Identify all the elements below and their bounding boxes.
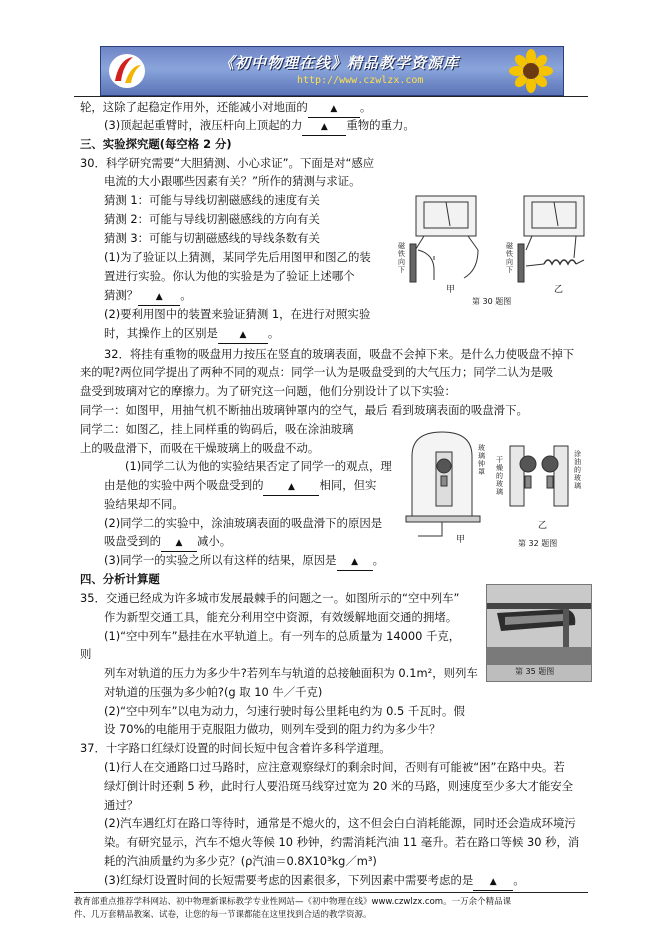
q30-p1-line1: (1)为了验证以上猜测，某同学先后用图甲和图乙的装 xyxy=(104,250,371,264)
fig30-yi-label: 乙 xyxy=(554,285,564,295)
q32-line7: (1)同学二认为他的实验结果否定了同学一的观点，理 xyxy=(125,459,392,473)
q32-line10: (2)同学二的实验中，涂油玻璃表面的吸盘滑下的原因是 xyxy=(104,516,383,530)
q37-line3: 绿灯倒计时还剩 5 秒，此时行人要沿斑马线穿过宽为 20 米的马路，则速度至少多大才能安全 xyxy=(104,779,574,793)
q32-line3: 盘受到玻璃对它的摩擦力。为了研究这一问题，他们分别设计了以下实验： xyxy=(80,384,456,398)
guess-3: 猜测 3：可能与切割磁感线的导线条数有关 xyxy=(104,231,320,245)
q32-line11: 吸盘受到的 ▲ 减小。 xyxy=(104,533,231,552)
figure-35-photo xyxy=(487,585,591,665)
footer xyxy=(74,896,594,922)
figure-35 xyxy=(486,584,592,682)
q32-line6: 上的吸盘滑下，而吸在干燥玻璃上的吸盘不动。 xyxy=(80,441,320,455)
fig30-caption: 第 30 题图 xyxy=(472,297,512,306)
q29-line1: 轮，这除了起稳定作用外，还能减小对地面的 ▲ 。 xyxy=(80,99,371,118)
footer-line2: 件、几万套精品教案、试卷，让您的每一节课都能在这里找到合适的教学资源。 xyxy=(74,910,372,920)
q32-line8: 由是他的实验中两个吸盘受到的 ▲ 相同，但实 xyxy=(104,477,376,496)
q37-line1: 37．十字路口红绿灯设置的时间长短中包含着许多科学道理。 xyxy=(80,741,391,755)
fig30-jia-label: 甲 xyxy=(446,285,456,295)
q35-line4: 则 xyxy=(80,647,92,661)
guess-2: 猜测 2：可能与导线切割磁感线的方向有关 xyxy=(104,212,320,226)
header-rule xyxy=(74,96,588,97)
section-3-heading: 三、实验探究题(每空格 2 分) xyxy=(80,137,232,151)
q37-line4: 通过？ xyxy=(104,798,139,812)
q35-line1: 35．交通已经成为许多城市发展最棘手的问题之一。如图所示的“空中列车” xyxy=(80,591,460,605)
figure-30-drawing xyxy=(394,190,594,308)
fig32-caption: 第 32 题图 xyxy=(518,539,558,548)
q35-line2: 作为新型交通工具，能充分利用空中资源，有效缓解地面交通的拥堵。 xyxy=(104,610,458,624)
fig32-yi-label: 乙 xyxy=(538,521,548,531)
q32-line1: 32．将挂有重物的吸盘用力按压在竖直的玻璃表面，吸盘不会掉下来。是什么力使吸盘不掉下 xyxy=(104,347,575,361)
header-title: 《初中物理在线》精品教学资源库 xyxy=(219,54,460,72)
q32-line4: 同学一：如图甲，用抽气机不断抽出玻璃钟罩内的空气，最后 看到玻璃表面的吸盘滑下。 xyxy=(80,403,528,417)
footer-line1: 教育部重点推荐学科网站、初中物理新课标教学专业性网站—《初中物理在线》www.czwlzx.com。一万余个精品课 xyxy=(74,897,512,907)
section-4-heading: 四、分析计算题 xyxy=(80,572,160,586)
site-logo-icon xyxy=(107,51,147,91)
q30-line1: 30．科学研究需要“大胆猜测、小心求证”。下面是对“感应 xyxy=(80,156,375,170)
fig32-jia-label: 甲 xyxy=(456,535,466,545)
q37-line6: 染。有研究显示，汽车不熄火等候 10 秒钟，约需消耗汽油 11 毫升。若在路口等候 30 秒，消 xyxy=(104,835,580,849)
q35-line7: (2)“空中列车”以电为动力，匀速行驶时每公里耗电约为 0.5 千瓦时。假 xyxy=(104,704,465,718)
q37-line8: (3)红绿灯设置时间的长短需要考虑的因素很多，下列因素中需要考虑的是 ▲ 。 xyxy=(104,872,525,891)
q30-p2-line1: (2)要利用图中的装置来验证猜测 1，在进行对照实验 xyxy=(104,307,371,321)
q32-line9: 验结果却不同。 xyxy=(104,497,184,511)
header-banner xyxy=(100,46,564,96)
footer-rule xyxy=(74,892,588,893)
q35-line3: (1)“空中列车”悬挂在水平轨道上。有一列车的总质量为 14000 千克， xyxy=(104,629,461,643)
q35-line6: 对轨道的压强为多少帕?(g 取 10 牛／千克) xyxy=(104,685,323,699)
q37-line7: 耗的汽油质量约为多少克？(ρ汽油＝0.8X10³kg／m³) xyxy=(104,854,377,868)
q35-line8: 设 70%的电能用于克服阻力做功，则列车受到的阻力约为多少牛？ xyxy=(104,722,441,736)
oiled-glass-label: 涂油的玻璃 xyxy=(574,450,581,490)
figure-30 xyxy=(394,190,594,308)
dry-glass-label: 干燥的玻璃 xyxy=(496,456,503,496)
magnet-label-1: 磁铁向下 xyxy=(398,242,405,274)
magnet-label-2: 磁铁向下 xyxy=(506,242,513,274)
fig35-caption: 第 35 题图 xyxy=(515,667,555,676)
q30-p1-line2: 置进行实验。你认为他的实验是为了验证上述哪个 xyxy=(104,269,355,283)
header-url[interactable]: http://www.czwlzx.com xyxy=(297,75,424,86)
q30-p2-line2: 时，其操作上的区别是 ▲ 。 xyxy=(104,325,279,344)
q32-line2: 来的呢?两位同学提出了两种不同的观点：同学一认为是吸盘受到的大气压力；同学二认为是吸 xyxy=(80,365,554,379)
figure-32 xyxy=(398,426,594,550)
q37-line2: (1)行人在交通路口过马路时，应注意观察绿灯的剩余时间，否则有可能被“困”在路中央。若 xyxy=(104,760,565,774)
q29-line2: (3)顶起起重臂时，液压杆向上顶起的力 ▲ 重物的重力。 xyxy=(104,117,415,136)
q30-p1-line3: 猜测？ ▲ 。 xyxy=(104,287,192,306)
q37-line5: (2)汽车遇红灯在路口等待时，通常是不熄火的，这不但会白白消耗能源，同时还会造成环境污 xyxy=(104,816,576,830)
q32-line5: 同学二：如图乙，挂上同样重的钩码后，吸在涂油玻璃 xyxy=(80,422,354,436)
bell-jar-label: 玻璃钟罩 xyxy=(478,444,485,476)
q35-line5: 列车对轨道的压力为多少牛?若列车与轨道的总接触面积为 0.1m²，则列车 xyxy=(104,666,478,680)
guess-1: 猜测 1：可能与导线切割磁感线的速度有关 xyxy=(104,193,320,207)
q32-line12: (3)同学一的实验之所以有这样的结果，原因是 ▲ 。 xyxy=(104,552,384,571)
q30-line2: 电流的大小跟哪些因素有关？”所作的猜测与求证。 xyxy=(104,174,361,188)
sunflower-icon xyxy=(507,49,555,93)
